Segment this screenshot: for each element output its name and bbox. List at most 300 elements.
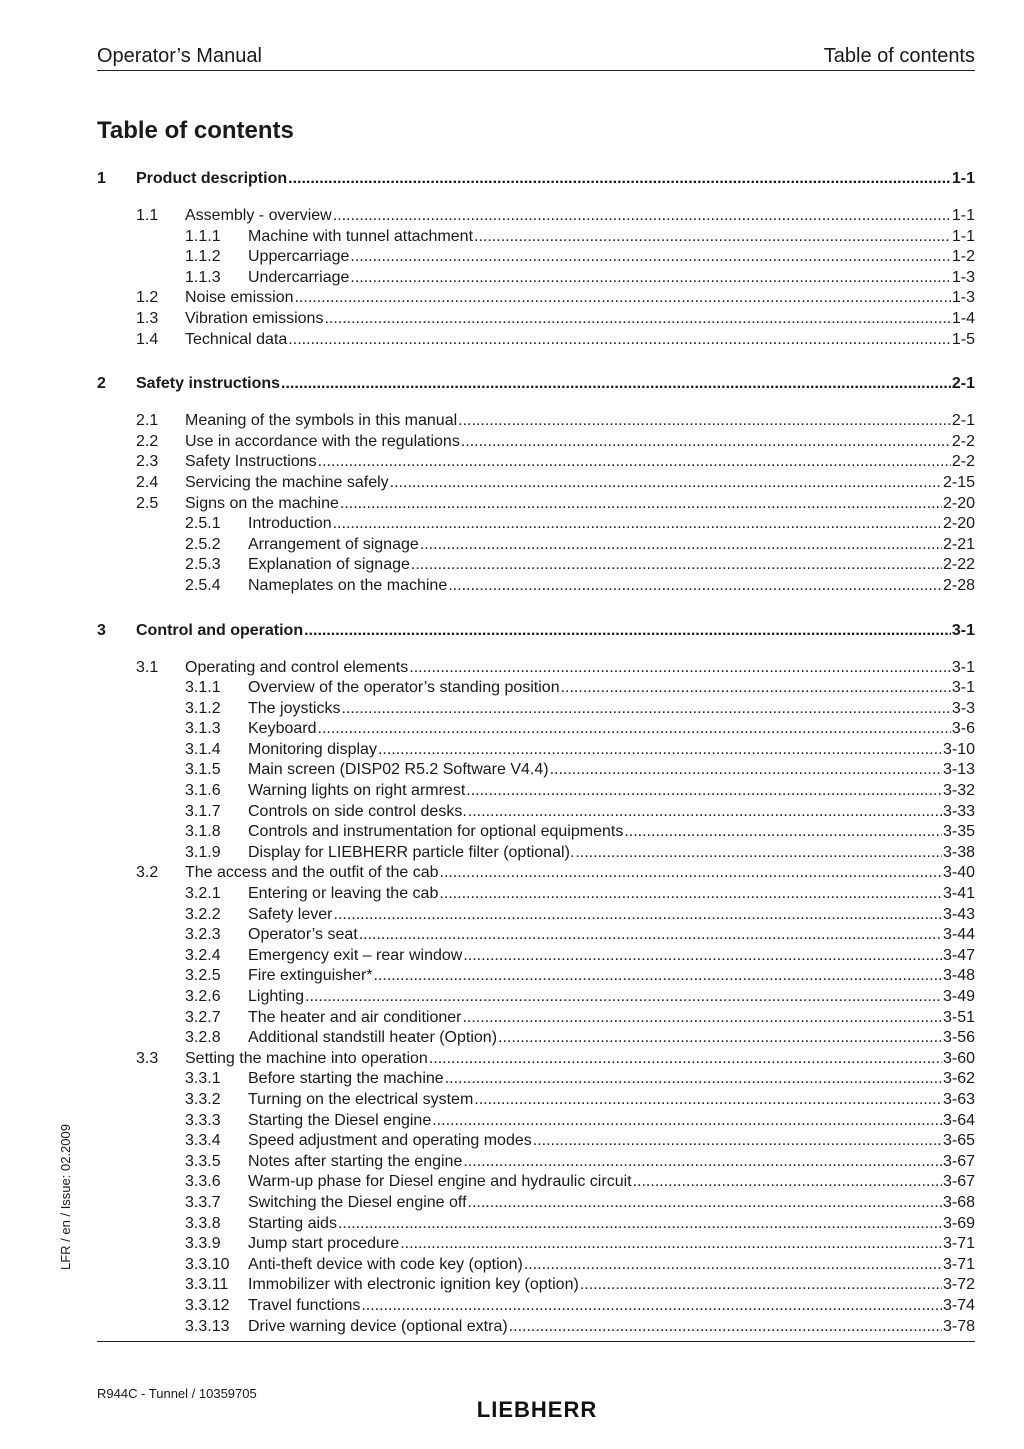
dot-leader: [288, 330, 951, 351]
toc-page-number: 3-1: [951, 621, 975, 639]
toc-entry-row[interactable]: [97, 843, 975, 864]
dot-leader: [333, 206, 951, 227]
toc-line: [248, 987, 975, 1008]
toc-page-number: 1-4: [951, 309, 975, 327]
toc-entry-row[interactable]: [97, 884, 975, 905]
dot-leader: [463, 1152, 942, 1173]
toc-entry-row[interactable]: [97, 1234, 975, 1255]
toc-page-number: 3-38: [942, 843, 975, 861]
toc-title: Signs on the machine: [185, 494, 339, 512]
dot-leader: [445, 1069, 942, 1090]
toc-line: [248, 1028, 975, 1049]
toc-title: Operator’s seat: [248, 926, 358, 944]
toc-line: [136, 370, 975, 398]
toc-title: Uppercarriage: [248, 248, 350, 266]
toc-entry-row[interactable]: [97, 330, 975, 351]
toc-title: Fire extinguisher*: [248, 967, 373, 985]
toc-entry-row[interactable]: [97, 925, 975, 946]
toc-title: Technical data: [185, 330, 288, 348]
toc-entry-row[interactable]: [97, 1028, 975, 1049]
dot-leader: [533, 1131, 942, 1152]
toc-title: Notes after starting the engine: [248, 1152, 463, 1170]
dot-leader: [359, 925, 942, 946]
toc-entry-row[interactable]: [97, 1069, 975, 1090]
toc-number: 3.2.4: [185, 946, 221, 964]
dot-leader: [294, 288, 950, 309]
toc-number: 3.1: [136, 658, 159, 676]
toc-line: [248, 966, 975, 987]
document-code: R944C - Tunnel / 10359705: [97, 1386, 257, 1401]
toc-line: [248, 946, 975, 967]
dot-leader: [474, 1090, 942, 1111]
toc-entry-row[interactable]: [97, 1049, 975, 1070]
toc-line: [248, 227, 975, 248]
toc-page-number: 3-6: [951, 720, 975, 738]
toc-title: Control and operation: [136, 621, 304, 639]
toc-line: [248, 905, 975, 926]
dot-leader: [550, 760, 942, 781]
toc-title: Speed adjustment and operating modes: [248, 1132, 532, 1150]
toc-number: 1.1.3: [185, 268, 221, 286]
toc-number: 3.3.6: [185, 1173, 221, 1191]
toc-number: 3.1.2: [185, 699, 221, 717]
toc-entry-row[interactable]: [97, 268, 975, 289]
toc-number: 3.3.13: [185, 1317, 230, 1335]
toc-line: [248, 555, 975, 576]
toc-title: Undercarriage: [248, 268, 350, 286]
toc-title: Arrangement of signage: [248, 535, 419, 553]
toc-number: 3.2.3: [185, 926, 221, 944]
dot-leader: [400, 1234, 942, 1255]
toc-line: [248, 719, 975, 740]
dot-leader: [318, 452, 951, 473]
toc-number: 3.1.3: [185, 720, 221, 738]
table-of-contents: [97, 165, 975, 1337]
toc-chapter-row[interactable]: [97, 370, 975, 398]
toc-number: 2.5.2: [185, 535, 221, 553]
toc-page-number: 3-64: [942, 1111, 975, 1129]
toc-title: Overview of the operator’s standing position: [248, 679, 560, 697]
toc-page-number: 1-3: [951, 268, 975, 286]
toc-number: 2.2: [136, 432, 159, 450]
toc-entry-row[interactable]: [97, 473, 975, 494]
toc-number: 3.1.5: [185, 761, 221, 779]
dot-leader: [458, 411, 951, 432]
toc-page-number: 2-1: [951, 412, 975, 430]
toc-entry-row[interactable]: [97, 535, 975, 556]
toc-entry-row[interactable]: [97, 288, 975, 309]
toc-page-number: 2-20: [942, 494, 975, 512]
toc-number: 2.5: [136, 494, 159, 512]
toc-title: Emergency exit – rear window: [248, 946, 463, 964]
page-title: Table of contents: [97, 117, 294, 144]
toc-line: [248, 822, 975, 843]
toc-title: Switching the Diesel engine off: [248, 1193, 467, 1211]
toc-entry-row[interactable]: [97, 309, 975, 330]
toc-page-number: 3-72: [942, 1276, 975, 1294]
toc-entry-row[interactable]: [97, 1214, 975, 1235]
header-section-name: Table of contents: [823, 45, 975, 67]
toc-title: Nameplates on the machine: [248, 576, 448, 594]
toc-entry-row[interactable]: [97, 1131, 975, 1152]
dot-leader: [304, 617, 951, 645]
dot-leader: [305, 987, 942, 1008]
toc-page-number: 3-41: [942, 885, 975, 903]
toc-number: 3.2.7: [185, 1008, 221, 1026]
toc-number: 3: [97, 621, 106, 639]
toc-title: Servicing the machine safely: [185, 473, 389, 491]
toc-line: [248, 1131, 975, 1152]
toc-page-number: 3-33: [942, 802, 975, 820]
toc-chapter-row[interactable]: [97, 617, 975, 645]
toc-page-number: 3-3: [951, 699, 975, 717]
toc-entry-row[interactable]: [97, 494, 975, 515]
dot-leader: [333, 514, 942, 535]
toc-title: Starting aids: [248, 1214, 337, 1232]
toc-title: Lighting: [248, 988, 305, 1005]
toc-title: Jump start procedure: [248, 1235, 400, 1253]
toc-title: Anti-theft device with code key (option): [248, 1255, 523, 1273]
footer-divider: [97, 1341, 975, 1342]
toc-number: 3.1.4: [185, 740, 221, 758]
toc-number: 1.4: [136, 330, 159, 348]
toc-line: [248, 535, 975, 556]
toc-title: Meaning of the symbols in this manual: [185, 412, 458, 430]
toc-number: 3.2.8: [185, 1029, 221, 1047]
toc-title: Before starting the machine: [248, 1070, 444, 1088]
toc-title: Use in accordance with the regulations: [185, 432, 460, 450]
toc-number: 3.2: [136, 864, 159, 882]
dot-leader: [420, 535, 942, 556]
toc-entry-row[interactable]: [97, 1193, 975, 1214]
toc-title: The joysticks: [248, 699, 341, 717]
toc-page-number: 3-67: [942, 1173, 975, 1191]
toc-entry-row[interactable]: [97, 514, 975, 535]
dot-leader: [340, 494, 942, 515]
toc-entry-row[interactable]: [97, 987, 975, 1008]
toc-line: [185, 411, 975, 432]
dot-leader: [324, 309, 950, 330]
toc-page-number: 3-67: [942, 1152, 975, 1170]
toc-line: [185, 452, 975, 473]
toc-title: Safety instructions: [136, 375, 281, 393]
toc-entry-row[interactable]: [97, 678, 975, 699]
liebherr-logo: [456, 1398, 618, 1420]
toc-title: Additional standstill heater (Option): [248, 1029, 498, 1047]
toc-entry-row[interactable]: [97, 206, 975, 227]
toc-line: [248, 1172, 975, 1193]
toc-entry-row[interactable]: [97, 411, 975, 432]
toc-page-number: 3-78: [942, 1317, 975, 1335]
toc-line: [248, 514, 975, 535]
toc-entry-row[interactable]: [97, 658, 975, 679]
dot-leader: [439, 884, 942, 905]
toc-entry-row[interactable]: [97, 1111, 975, 1132]
toc-line: [248, 1111, 975, 1132]
toc-page-number: 2-21: [942, 535, 975, 553]
toc-line: [185, 206, 975, 227]
toc-line: [248, 1255, 975, 1276]
toc-entry-row[interactable]: [97, 1152, 975, 1173]
toc-title: Safety lever: [248, 905, 333, 923]
toc-number: 2.4: [136, 473, 159, 491]
toc-page-number: 3-44: [942, 926, 975, 944]
dot-leader: [350, 247, 950, 268]
toc-entry-row[interactable]: [97, 1090, 975, 1111]
toc-page-number: 2-2: [951, 432, 975, 450]
toc-chapter-row[interactable]: [97, 165, 975, 193]
header-manual-name: Operator’s Manual: [97, 45, 262, 67]
toc-number: 3.2.6: [185, 988, 221, 1005]
toc-title: Keyboard: [248, 720, 317, 738]
toc-title: Travel functions: [248, 1296, 361, 1314]
toc-line: [248, 1069, 975, 1090]
toc-line: [185, 330, 975, 351]
toc-line: [185, 1049, 975, 1070]
toc-number: 3.3: [136, 1049, 159, 1067]
toc-line: [248, 802, 975, 823]
toc-number: 1.3: [136, 309, 159, 327]
toc-title: Warning lights on right armrest: [248, 782, 466, 800]
toc-page-number: 3-40: [942, 864, 975, 882]
dot-leader: [378, 740, 942, 761]
toc-number: 2.5.4: [185, 576, 221, 594]
toc-number: 2.5.1: [185, 515, 221, 533]
toc-title: Starting the Diesel engine: [248, 1111, 432, 1129]
toc-page-number: 3-10: [942, 740, 975, 758]
toc-number: 3.1.6: [185, 782, 221, 800]
toc-title: Immobilizer with electronic ignition key (option): [248, 1276, 579, 1294]
toc-entry-row[interactable]: [97, 432, 975, 453]
toc-entry-row[interactable]: [97, 781, 975, 802]
toc-number: 2.5.3: [185, 556, 221, 574]
toc-page-number: 3-74: [942, 1296, 975, 1314]
toc-number: 3.1.1: [185, 679, 221, 697]
section-gap: [97, 597, 975, 617]
toc-page-number: 3-32: [942, 782, 975, 800]
toc-line: [185, 863, 975, 884]
dot-leader: [509, 1317, 942, 1338]
toc-page-number: 3-49: [942, 988, 975, 1005]
dot-leader: [468, 802, 942, 823]
dot-leader: [411, 555, 942, 576]
toc-number: 3.3.9: [185, 1235, 221, 1253]
toc-line: [248, 884, 975, 905]
dot-leader: [498, 1028, 942, 1049]
toc-number: 3.3.11: [185, 1276, 229, 1294]
toc-line: [185, 473, 975, 494]
toc-title: Drive warning device (optional extra): [248, 1317, 508, 1335]
toc-number: 2.3: [136, 453, 159, 471]
toc-line: [248, 1090, 975, 1111]
toc-number: 3.2.2: [185, 905, 221, 923]
toc-page-number: 3-63: [942, 1090, 975, 1108]
toc-line: [248, 1296, 975, 1317]
toc-line: [185, 432, 975, 453]
toc-page-number: 3-69: [942, 1214, 975, 1232]
toc-page-number: 3-13: [942, 761, 975, 779]
toc-entry-row[interactable]: [97, 1317, 975, 1338]
dot-leader: [463, 946, 942, 967]
dot-leader: [333, 905, 941, 926]
toc-entry-row[interactable]: [97, 822, 975, 843]
toc-entry-row[interactable]: [97, 1255, 975, 1276]
toc-line: [248, 1317, 975, 1338]
toc-title: The access and the outfit of the cab: [185, 864, 439, 882]
toc-number: 3.1.9: [185, 843, 221, 861]
toc-number: 3.3.8: [185, 1214, 221, 1232]
toc-page-number: 2-2: [951, 453, 975, 471]
dot-leader: [633, 1172, 942, 1193]
dot-leader: [580, 1275, 942, 1296]
toc-page-number: 2-15: [942, 473, 975, 491]
toc-number: 3.3.10: [185, 1255, 230, 1273]
toc-entry-row[interactable]: [97, 1008, 975, 1029]
dot-leader: [624, 822, 942, 843]
toc-entry-row[interactable]: [97, 966, 975, 987]
toc-line: [248, 678, 975, 699]
toc-title: Operating and control elements: [185, 658, 409, 676]
toc-line: [248, 740, 975, 761]
toc-entry-row[interactable]: [97, 576, 975, 597]
toc-line: [248, 247, 975, 268]
page-header: [97, 44, 975, 71]
toc-title: Monitoring display: [248, 740, 377, 758]
toc-entry-row[interactable]: [97, 1275, 975, 1296]
toc-line: [248, 1152, 975, 1173]
toc-entry-row[interactable]: [97, 452, 975, 473]
toc-title: Noise emission: [185, 289, 294, 307]
toc-number: 3.1.7: [185, 802, 221, 820]
toc-number: 1.1.2: [185, 248, 221, 266]
toc-title: The heater and air conditioner: [248, 1008, 462, 1026]
toc-title: Product description: [136, 170, 288, 187]
toc-number: 2.1: [136, 412, 159, 430]
toc-page-number: 2-1: [951, 375, 975, 393]
toc-number: 3.3.1: [185, 1070, 221, 1088]
toc-page-number: 2-28: [942, 576, 975, 594]
toc-page-number: 3-35: [942, 823, 975, 841]
toc-entry-row[interactable]: [97, 1296, 975, 1317]
toc-page-number: 3-60: [942, 1049, 975, 1067]
toc-line: [185, 658, 975, 679]
toc-title: Entering or leaving the cab: [248, 885, 439, 903]
toc-page-number: 3-71: [942, 1235, 975, 1253]
toc-number: 3.1.8: [185, 823, 221, 841]
toc-line: [248, 925, 975, 946]
toc-number: 3.3.4: [185, 1132, 221, 1150]
toc-number: 3.2.5: [185, 967, 221, 985]
dot-leader: [468, 1193, 942, 1214]
toc-page-number: 3-47: [942, 946, 975, 964]
toc-line: [248, 1275, 975, 1296]
toc-title: Assembly - overview: [185, 207, 332, 224]
toc-number: 1: [97, 170, 106, 187]
toc-page-number: 1-1: [951, 170, 975, 187]
toc-line: [136, 617, 975, 645]
toc-title: Machine with tunnel attachment: [248, 227, 474, 245]
dot-leader: [341, 699, 950, 720]
section-gap: [97, 350, 975, 370]
toc-title: Introduction: [248, 515, 332, 533]
dot-leader: [440, 863, 942, 884]
toc-entry-row[interactable]: [97, 719, 975, 740]
toc-page-number: 1-1: [951, 227, 975, 245]
toc-entry-row[interactable]: [97, 555, 975, 576]
toc-page-number: 3-51: [942, 1008, 975, 1026]
toc-page-number: 3-43: [942, 905, 975, 923]
toc-title: Main screen (DISP02 R5.2 Software V4.4): [248, 761, 549, 779]
toc-entry-row[interactable]: [97, 760, 975, 781]
toc-number: 3.3.12: [185, 1296, 230, 1314]
toc-line: [248, 1193, 975, 1214]
toc-line: [185, 309, 975, 330]
toc-line: [136, 165, 975, 193]
toc-number: 3.3.2: [185, 1090, 221, 1108]
toc-entry-row[interactable]: [97, 699, 975, 720]
toc-entry-row[interactable]: [97, 863, 975, 884]
dot-leader: [350, 268, 950, 289]
dot-leader: [432, 1111, 942, 1132]
toc-number: 3.3.7: [185, 1193, 221, 1211]
toc-page-number: 2-20: [942, 515, 975, 533]
toc-line: [248, 1214, 975, 1235]
issue-note: LFR / en / Issue: 02.2009: [58, 1124, 73, 1270]
dot-leader: [429, 1049, 942, 1070]
dot-leader: [361, 1296, 942, 1317]
toc-entry-row[interactable]: [97, 247, 975, 268]
toc-title: Warm-up phase for Diesel engine and hydraulic circuit: [248, 1173, 632, 1191]
dot-leader: [466, 781, 942, 802]
toc-number: 1.2: [136, 289, 159, 307]
toc-page-number: 1-5: [951, 330, 975, 348]
toc-title: Vibration emissions: [185, 309, 324, 327]
dot-leader: [374, 966, 942, 987]
dot-leader: [561, 678, 951, 699]
toc-page-number: 1-3: [951, 289, 975, 307]
toc-page-number: 3-48: [942, 967, 975, 985]
dot-leader: [281, 370, 951, 398]
chapter-gap: [97, 193, 975, 206]
chapter-gap: [97, 645, 975, 658]
toc-number: 1.1.1: [185, 227, 221, 245]
dot-leader: [461, 432, 951, 453]
toc-number: 3.2.1: [185, 885, 221, 903]
toc-entry-row[interactable]: [97, 946, 975, 967]
toc-page-number: 3-56: [942, 1029, 975, 1047]
toc-title: Setting the machine into operation: [185, 1049, 428, 1067]
toc-line: [248, 843, 975, 864]
toc-entry-row[interactable]: [97, 905, 975, 926]
toc-title: Controls and instrumentation for optional equipments: [248, 823, 624, 841]
dot-leader: [390, 473, 942, 494]
toc-page-number: 3-62: [942, 1070, 975, 1088]
toc-entry-row[interactable]: [97, 227, 975, 248]
toc-page-number: 2-22: [942, 556, 975, 574]
toc-line: [248, 760, 975, 781]
toc-entry-row[interactable]: [97, 740, 975, 761]
toc-page-number: 3-1: [951, 658, 975, 676]
toc-entry-row[interactable]: [97, 1172, 975, 1193]
toc-line: [185, 288, 975, 309]
logo-text: LIEBHERR: [476, 1398, 598, 1420]
toc-page-number: 3-1: [951, 679, 975, 697]
toc-line: [248, 699, 975, 720]
toc-entry-row[interactable]: [97, 802, 975, 823]
dot-leader: [448, 576, 942, 597]
toc-line: [248, 1008, 975, 1029]
toc-title: Explanation of signage: [248, 556, 410, 574]
